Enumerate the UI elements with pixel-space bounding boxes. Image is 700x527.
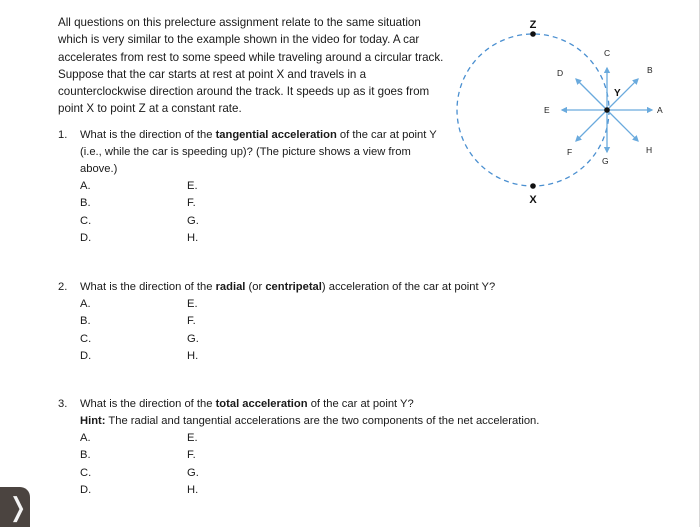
point-x-dot: [530, 183, 536, 189]
choice-b[interactable]: B.: [80, 197, 91, 210]
label-a: A: [657, 105, 663, 115]
point-z-dot: [530, 31, 536, 37]
hint: [80, 413, 620, 430]
track-diagram: [445, 10, 685, 210]
choice-d[interactable]: D.: [80, 484, 92, 497]
answer-choices-1: [80, 178, 227, 248]
choice-g[interactable]: G.: [187, 466, 199, 479]
bold-term: total acceleration: [215, 398, 308, 410]
label-h: H: [646, 145, 653, 155]
answer-choices-3: [80, 430, 227, 500]
label-b: B: [647, 65, 653, 75]
choice-f[interactable]: F.: [187, 449, 196, 462]
choice-b[interactable]: B.: [80, 315, 91, 328]
arrow-f: [576, 110, 607, 141]
choice-f[interactable]: F.: [187, 197, 196, 210]
choice-c[interactable]: C.: [80, 332, 92, 345]
bold-term: tangential acceleration: [215, 129, 337, 141]
point-y-dot: [604, 107, 610, 113]
intro-paragraph: All questions on this prelecture assignment relate to the same situation which is very similar to the example shown in the video for today. A car accelerates from rest to some speed while traveling around a circular track. Suppose that the car starts at rest at point X and travels in a counterclockwise direction around the track. It speeds up as it goes from point X to point Z at a constant rate.: [58, 16, 444, 116]
question-text: What is the direction of the tangential acceleration of the car at point Y (i.e., while the car is speeding up)? (The picture shows a view from above.): [80, 129, 437, 175]
hint-text: The radial and tangential accelerations are the two components of the net acceleration.: [105, 415, 540, 427]
choice-e[interactable]: E.: [187, 432, 198, 444]
label-y: Y: [614, 88, 621, 99]
choice-c[interactable]: C.: [80, 466, 92, 479]
question-number: 3.: [58, 398, 68, 410]
choice-c[interactable]: C.: [80, 214, 92, 227]
answer-choices-2: [80, 296, 227, 366]
choice-d[interactable]: D.: [80, 350, 92, 363]
label-x: X: [529, 194, 537, 206]
choice-d[interactable]: D.: [80, 232, 92, 245]
choice-b[interactable]: B.: [80, 449, 91, 462]
page-nav-tab[interactable]: [0, 487, 30, 527]
question-text: What is the direction of the radial (or centripetal) acceleration of the car at point Y?: [80, 281, 496, 293]
choice-h[interactable]: H.: [187, 350, 199, 363]
arrow-h: [607, 110, 638, 141]
choice-g[interactable]: G.: [187, 332, 199, 345]
label-d: D: [557, 68, 564, 78]
choice-f[interactable]: F.: [187, 315, 196, 328]
label-z: Z: [529, 19, 537, 31]
label-e: E: [544, 105, 550, 115]
choice-g[interactable]: G.: [187, 214, 199, 227]
question-text: What is the direction of the total acceleration of the car at point Y? Hint: The radial and tangential accelerations are the two components of the net acceleration.: [80, 396, 620, 430]
arrow-b: [607, 79, 638, 110]
question-number: 2.: [58, 281, 68, 293]
arrow-d: [576, 79, 607, 110]
choice-h[interactable]: H.: [187, 232, 199, 245]
hint-label: Hint:: [80, 415, 106, 427]
bold-term: centripetal: [265, 281, 322, 293]
choice-e[interactable]: E.: [187, 298, 198, 310]
label-f: F: [567, 147, 573, 157]
choice-a[interactable]: A.: [80, 298, 91, 310]
label-c: C: [604, 48, 611, 58]
choice-h[interactable]: H.: [187, 484, 199, 497]
choice-a[interactable]: A.: [80, 180, 91, 192]
label-g: G: [602, 156, 609, 166]
chevron-right-icon: ❭: [7, 493, 29, 523]
question-number: 1.: [58, 129, 68, 141]
choice-a[interactable]: A.: [80, 432, 91, 444]
choice-e[interactable]: E.: [187, 180, 198, 192]
bold-term: radial: [215, 281, 246, 293]
